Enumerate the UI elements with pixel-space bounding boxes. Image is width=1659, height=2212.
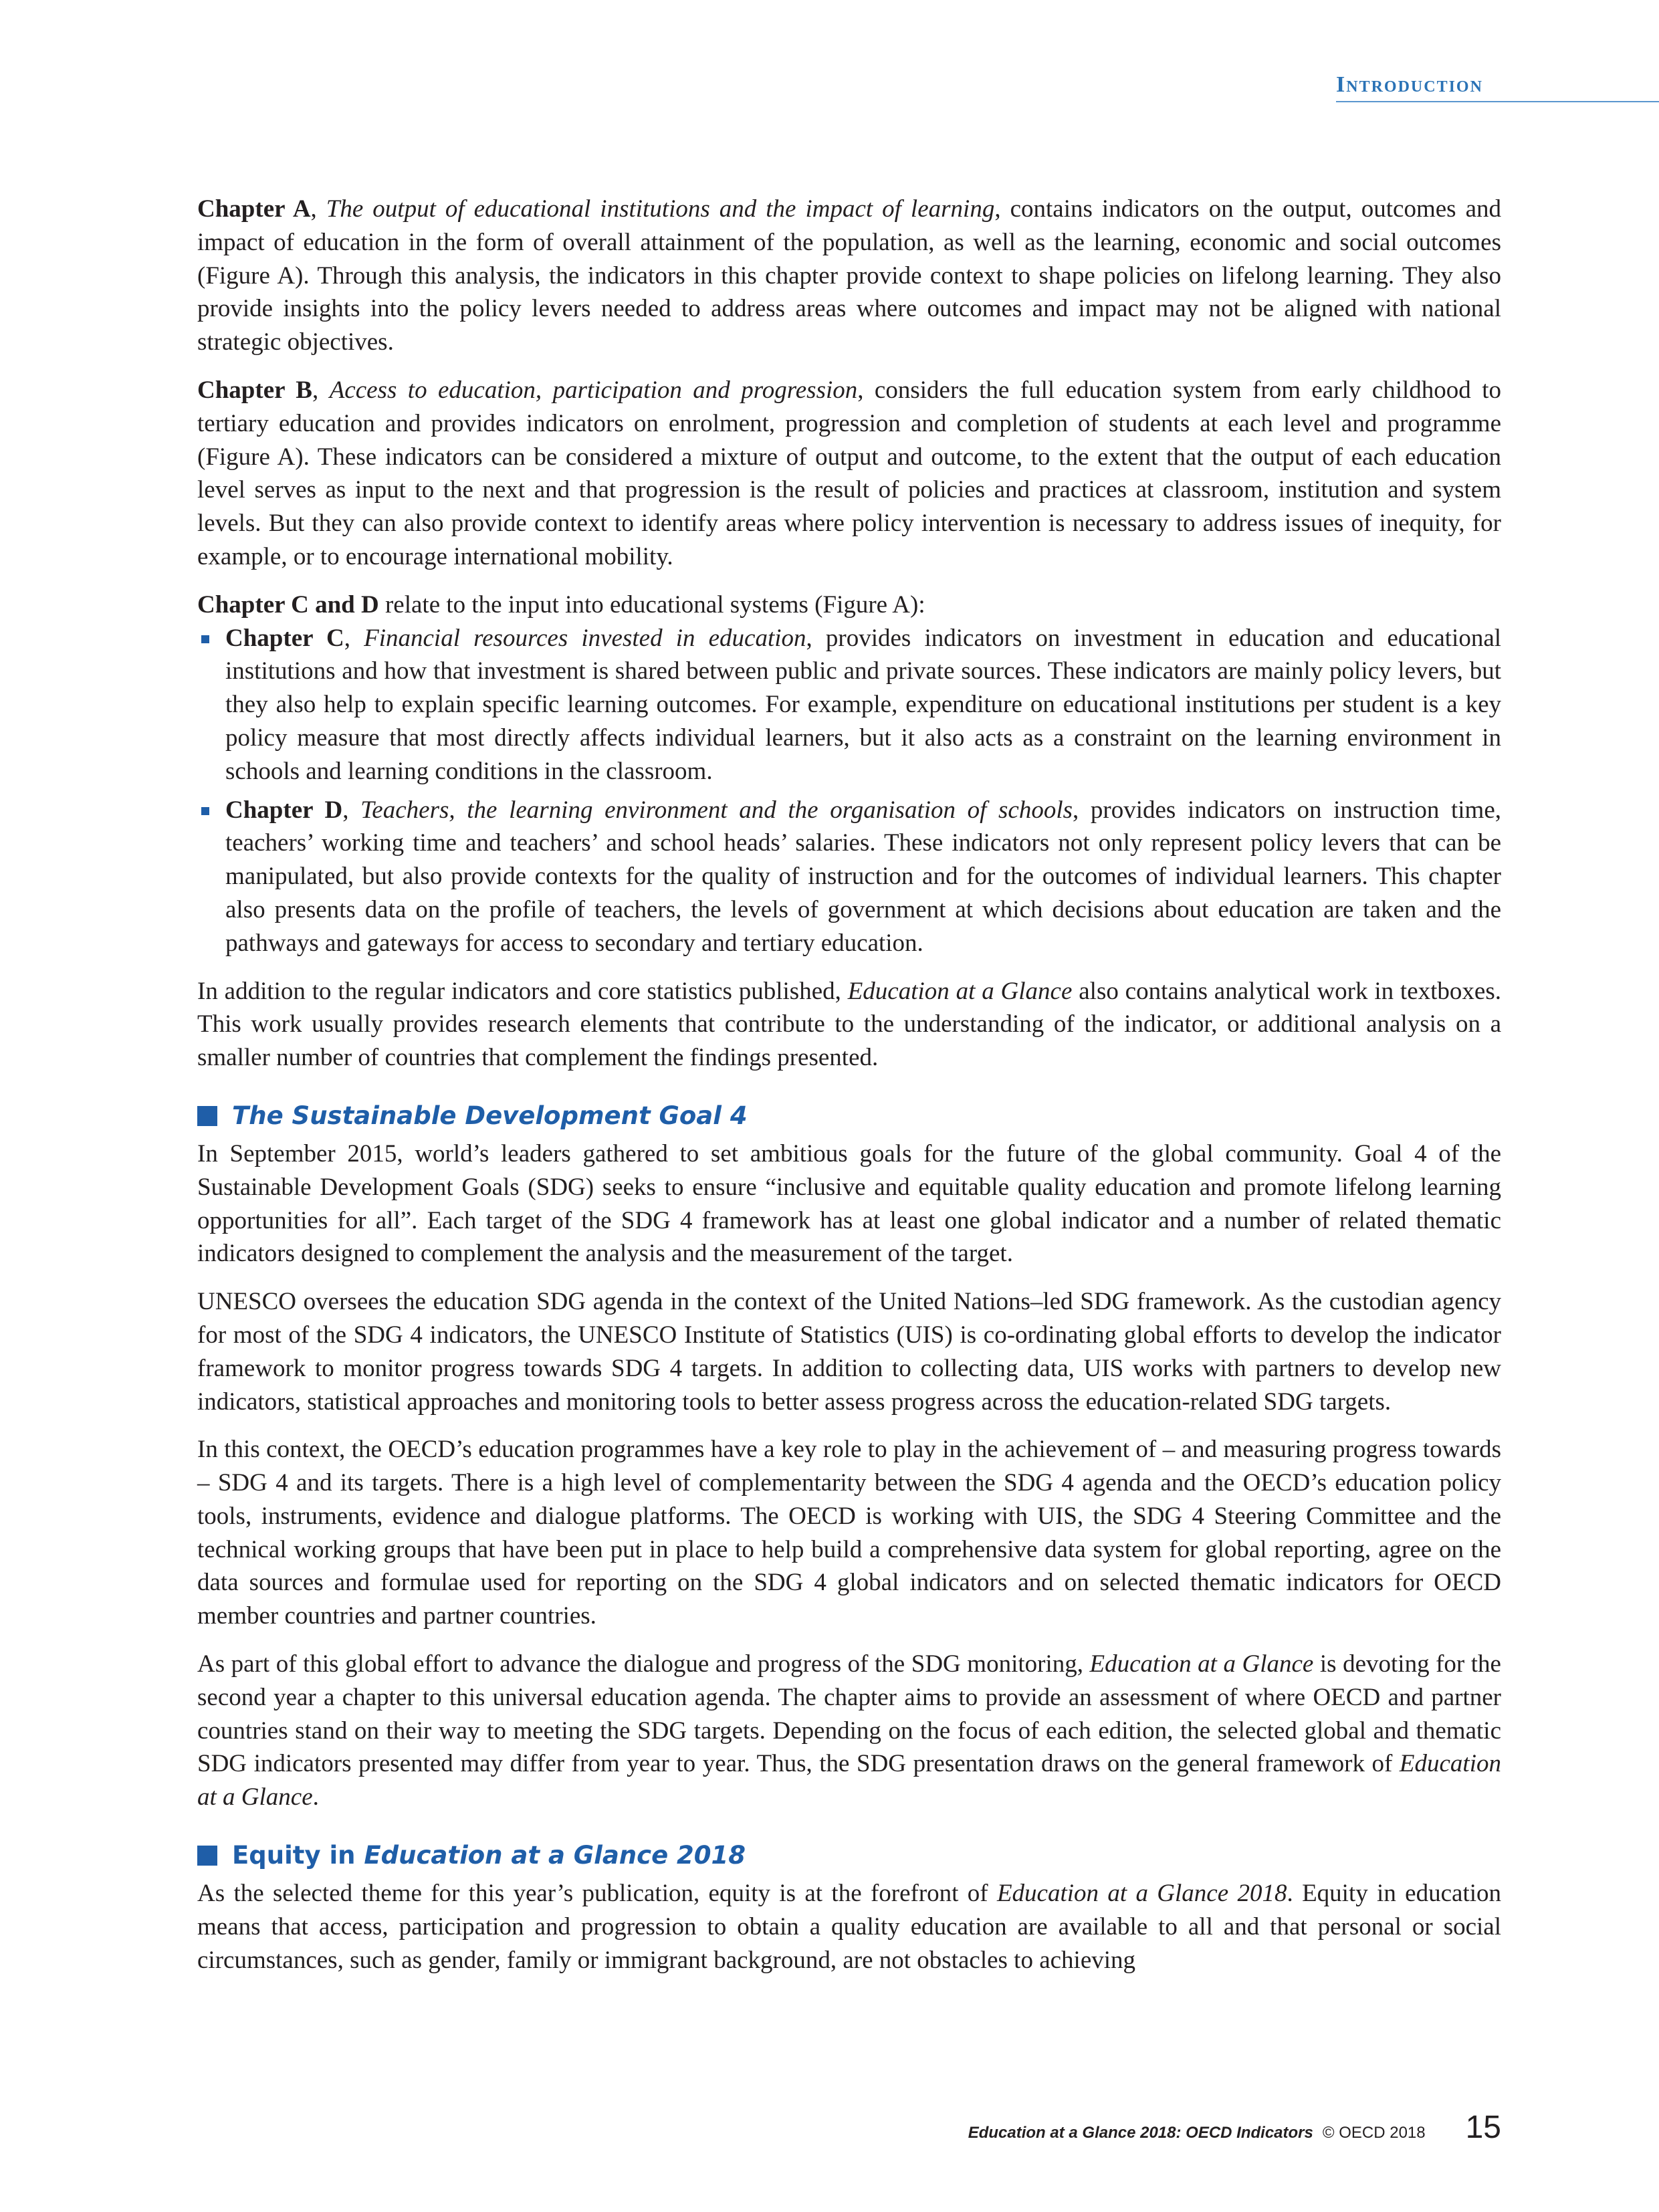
sdg-paragraph-3: In this context, the OECD’s education programmes have a key role to play in the achievement of – and measuring progress towards – SDG 4 and its targets. There is a high level of complementarity between the SDG 4 agenda and the OECD’s education policy tools, instruments, evidence and dialogue platforms. The OECD is working with UIS, the SDG 4 Steering Committee and the technical working groups that have been put in place to help build a comprehensive data system for global reporting, agree on the data sources and formulae used for reporting on the SDG 4 global indicators and on selected thematic indicators for OECD member countries and partner countries. bbox=[197, 1436, 1501, 1630]
chapter-b-lead: Chapter B bbox=[197, 376, 312, 404]
page-footer bbox=[968, 2109, 1501, 2146]
paragraph-chapter-a: Chapter A, The output of educational institutions and the impact of learning, contains indicators on the output, outcomes and impact of education in the form of overall attainment of the population, as well as the learning, economic and social outcomes (Figure A). Through this analysis, the indicators in this chapter provide context to shape policies on lifelong learning. They also provide insights into the policy levers needed to address areas where outcomes and impact may not be aligned with national strategic objectives. bbox=[197, 195, 1501, 356]
chapter-b-title: Access to education, participation and progression bbox=[329, 376, 858, 404]
footer-publication-title: Education at a Glance 2018: OECD Indicators bbox=[968, 2124, 1313, 2142]
chapter-bullet-list bbox=[197, 622, 1501, 960]
equity-paragraph-1 bbox=[197, 1877, 1501, 1977]
header-rule bbox=[1336, 101, 1659, 102]
paragraph-addition bbox=[197, 975, 1501, 1075]
page-body bbox=[197, 193, 1501, 1991]
addition-post: also contains analytical work in textboxes. This work usually provides research elements that contribute to the understanding of the indicator, or additional analysis on a smaller number of countries that complement the findings presented. bbox=[197, 977, 1501, 1072]
sdg-heading-text: The Sustainable Development Goal 4 bbox=[232, 1101, 748, 1130]
chapter-d-lead: Chapter D bbox=[225, 796, 343, 824]
sdg-p4-mid: is devoting for the second year a chapter to this universal education agenda. The chapter aims to provide an assessment of where OECD and partner countries stand on their way to meeting the SDG targets. Depending on the focus of each edition, the selected global and thematic SDG indicators presented may differ from year to year. Thus, the SDG presentation draws on the general framework of bbox=[197, 1650, 1501, 1778]
equity-heading-pre: Equity in bbox=[232, 1841, 356, 1870]
bullet-square-icon bbox=[201, 807, 209, 815]
equity-heading-title: Education at a Glance 2018 bbox=[364, 1841, 746, 1870]
paragraph-chapter-b: Chapter B, Access to education, participation and progression, considers the full education system from early childhood to tertiary education and provides indicators on enrolment, progression and completion of students at each level and programme (Figure A). These indicators can be considered a mixture of output and outcome, to the extent that the output of each education level serves as input to the next and that progression is the result of policies and practices at classroom, institution and system levels. But they can also provide context to identify areas where policy intervention is necessary to address issues of inequity, for example, or to encourage international mobility. bbox=[197, 376, 1501, 570]
chapter-c-text: , provides indicators on investment in education and educational institutions and how that investment is shared between public and private sources. These indicators are mainly policy levers, but they also help to explain specific learning outcomes. For example, expenditure on educational institutions per student is a key policy measure that most directly affects individual learners, but it also acts as a constraint on the learning environment in schools and learning conditions in the classroom. bbox=[225, 624, 1502, 785]
equity-heading bbox=[197, 1840, 1501, 1872]
list-item-chapter-d: Chapter D, Teachers, the learning environment and the organisation of schools, provides indicators on instruction time, teachers’ working time and teachers’ and school heads’ salaries. These indicators not only represent policy levers that can be manipulated, but also provide contexts for the quality of instruction and for the outcomes of individual learners. This chapter also presents data on the profile of teachers, the levels of government at which decisions about education are taken and the pathways and gateways for access to secondary and tertiary education. bbox=[197, 794, 1501, 960]
heading-square-icon bbox=[197, 1846, 217, 1866]
sdg-paragraph-2: UNESCO oversees the education SDG agenda in the context of the United Nations–led SDG framework. As the custodian agency for most of the SDG 4 indicators, the UNESCO Institute of Statistics (UIS) is co-ordinating global efforts to develop the indicator framework to monitor progress towards SDG 4 targets. In addition to collecting data, UIS works with partners to develop new indicators, statistical approaches and monitoring tools to better assess progress across the education-related SDG targets. bbox=[197, 1288, 1501, 1416]
chapter-d-text: , provides indicators on instruction time, teachers’ working time and teachers’ and school heads’ salaries. These indicators not only represent policy levers that can be manipulated, but also provide contexts for the quality of instruction and for the outcomes of individual learners. This chapter also presents data on the profile of teachers, the levels of government at which decisions about education are taken and the pathways and gateways for access to secondary and tertiary education. bbox=[225, 796, 1502, 957]
chapter-cd-text: relate to the input into educational systems (Figure A): bbox=[378, 590, 925, 619]
chapter-b-text: , considers the full education system from early childhood to tertiary education and provides indicators on enrolment, progression and completion of students at each level and programme (Figure A). These indicators can be considered a mixture of output and outcome, to the extent that the output of each education level serves as input to the next and that progression is the result of policies and practices at classroom, institution and system levels. But they can also provide context to identify areas where policy intervention is necessary to address issues of inequity, for example, or to encourage international mobility. bbox=[197, 376, 1501, 570]
chapter-c-lead: Chapter C bbox=[225, 624, 344, 652]
equity-p1-post: . Equity in education means that access, participation and progression to obtain a quality education are available to all and that personal or social circumstances, such as gender, family or immigrant background, are not obstacles to achieving bbox=[197, 1880, 1501, 1974]
chapter-d-title: Teachers, the learning environment and the organisation of schools bbox=[360, 796, 1073, 824]
equity-p1-pre: As the selected theme for this year’s publication, equity is at the forefront of bbox=[197, 1880, 997, 1908]
heading-square-icon bbox=[197, 1106, 217, 1126]
chapter-cd-lead: Chapter C and D bbox=[197, 590, 379, 619]
sdg-p4-pre: As part of this global effort to advance the dialogue and progress of the SDG monitoring, bbox=[197, 1650, 1090, 1678]
chapter-c-title: Financial resources invested in education bbox=[364, 624, 806, 652]
bullet-square-icon bbox=[201, 635, 209, 643]
sdg-heading bbox=[197, 1100, 1501, 1132]
list-item-chapter-c: Chapter C, Financial resources invested in education, provides indicators on investment in education and educational institutions and how that investment is shared between public and private sources. These indicators are mainly policy levers, but they also help to explain specific learning outcomes. For example, expenditure on educational institutions per student is a key policy measure that most directly affects individual learners, but it also acts as a constraint on the learning environment in schools and learning conditions in the classroom. bbox=[197, 622, 1501, 788]
footer-copyright: © OECD 2018 bbox=[1322, 2124, 1426, 2142]
sdg-paragraph-1: In September 2015, world’s leaders gathered to set ambitious goals for the future of the global community. Goal 4 of the Sustainable Development Goals (SDG) seeks to ensure “inclusive and equitable quality education and promote lifelong learning opportunities for all”. Each target of the SDG 4 framework has at least one global indicator and a number of related thematic indicators designed to complement the analysis and the measurement of the target. bbox=[197, 1139, 1501, 1268]
sdg-p4-title: Education at a Glance bbox=[1089, 1650, 1314, 1678]
running-header: Introduction bbox=[1336, 72, 1483, 97]
sdg-paragraph-4 bbox=[197, 1648, 1501, 1814]
chapter-a-text: , contains indicators on the output, outcomes and impact of education in the form of overall attainment of the population, as well as the learning, economic and social outcomes (Figure A). Through this analysis, the indicators in this chapter provide context to shape policies on lifelong learning. They also provide insights into the policy levers needed to address areas where outcomes and impact may not be aligned with national strategic objectives. bbox=[197, 195, 1501, 356]
addition-title: Education at a Glance bbox=[847, 977, 1073, 1005]
paragraph-chapter-cd bbox=[197, 588, 1501, 622]
sdg-p4-end: . bbox=[312, 1783, 319, 1811]
addition-pre: In addition to the regular indicators and core statistics published, bbox=[197, 977, 848, 1005]
chapter-a-lead: Chapter A bbox=[197, 195, 311, 223]
chapter-a-title: The output of educational institutions and the impact of learning bbox=[326, 195, 995, 223]
page-number: 15 bbox=[1465, 2110, 1501, 2145]
equity-p1-title: Education at a Glance 2018 bbox=[996, 1880, 1287, 1908]
sdg-p4-title2: Education at a Glance bbox=[197, 1750, 1501, 1811]
